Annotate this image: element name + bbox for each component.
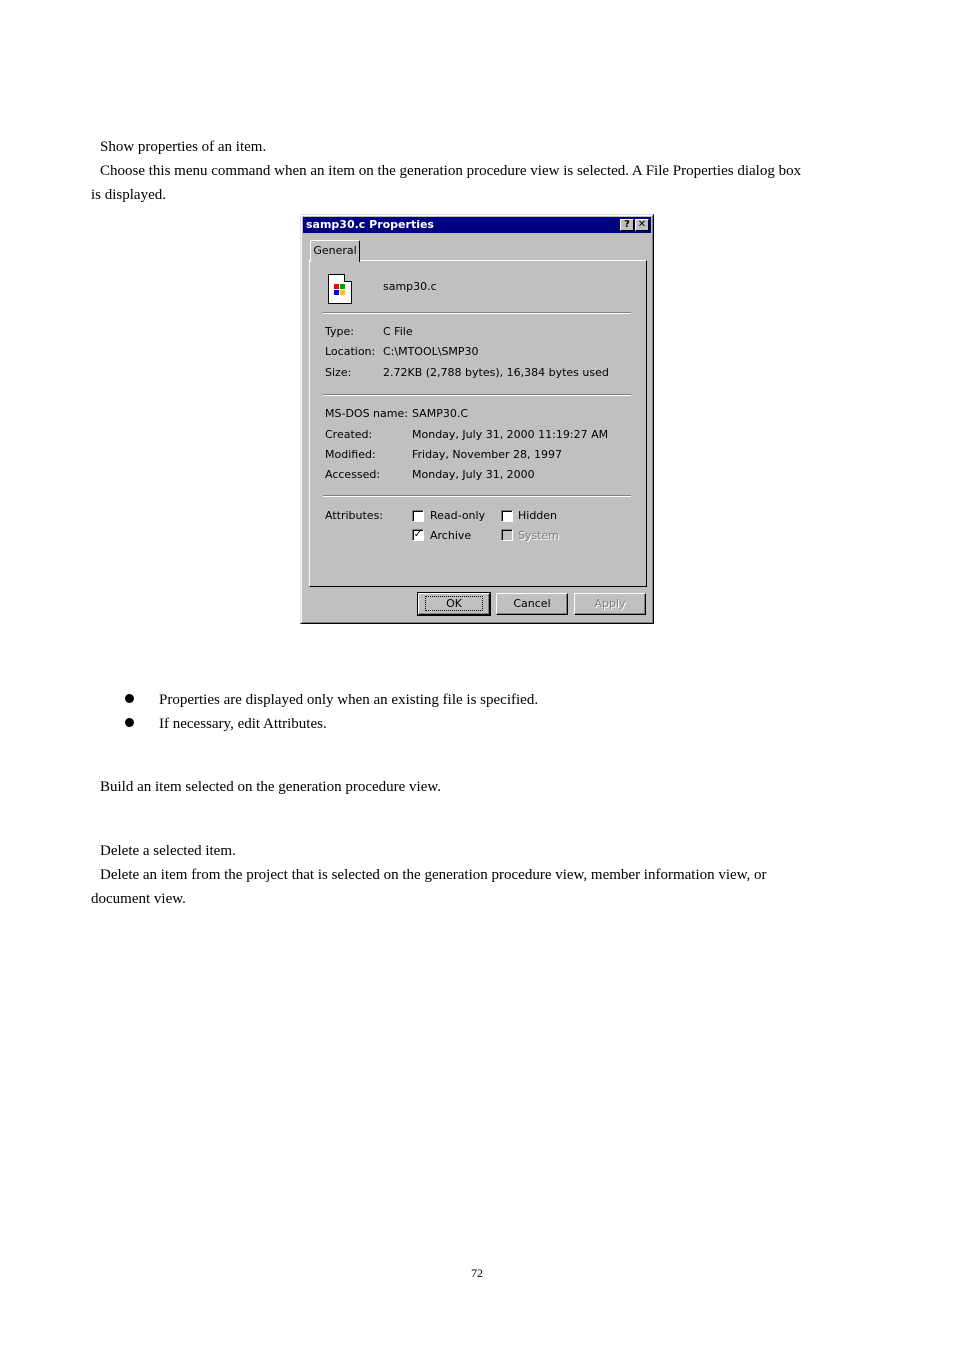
size-value: 2.72KB (2,788 bytes), 16,384 bytes used: [383, 366, 609, 379]
system-label: System: [518, 529, 560, 542]
msdos-value: SAMP30.C: [412, 407, 469, 420]
location-value: C:\MTOOL\SMP30: [383, 345, 479, 358]
delete-description-cont: document view.: [91, 891, 186, 907]
delete-line: Delete a selected item.: [100, 843, 236, 859]
ok-button[interactable]: [418, 593, 490, 615]
msdos-label: MS-DOS name:: [325, 407, 408, 420]
archive-label[interactable]: Archive: [430, 529, 472, 542]
created-value: Monday, July 31, 2000 11:19:27 AM: [412, 428, 609, 441]
location-label: Location:: [325, 345, 376, 358]
bullet-icon: [125, 694, 134, 703]
description-line-cont: is displayed.: [91, 187, 166, 203]
delete-description: Delete an item from the project that is selected on the generation procedure view, member information view, or: [100, 867, 767, 883]
type-label: Type:: [325, 325, 354, 338]
hidden-label[interactable]: Hidden: [518, 509, 558, 522]
archive-checkbox[interactable]: ✓: [413, 529, 423, 540]
page-number: 72: [471, 1266, 483, 1280]
modified-label: Modified:: [325, 448, 376, 461]
bullet-item: If necessary, edit Attributes.: [159, 716, 327, 732]
created-label: Created:: [325, 428, 373, 441]
intro-line: Show properties of an item.: [100, 139, 267, 155]
bullet-icon: [125, 718, 134, 727]
tab-general[interactable]: General: [310, 240, 360, 262]
size-label: Size:: [325, 366, 352, 379]
close-button[interactable]: ✕: [635, 219, 649, 231]
readonly-checkbox[interactable]: [412, 510, 424, 522]
general-panel: [309, 260, 647, 587]
system-checkbox: [501, 529, 513, 541]
cancel-button[interactable]: Cancel: [496, 593, 568, 615]
accessed-value: Monday, July 31, 2000: [412, 468, 535, 481]
help-button[interactable]: ?: [620, 219, 634, 231]
attributes-label: Attributes:: [325, 509, 384, 522]
hidden-checkbox[interactable]: [501, 510, 513, 522]
apply-button: Apply: [574, 593, 646, 615]
c-file-icon: [328, 274, 352, 304]
build-line: Build an item selected on the generation procedure view.: [100, 779, 441, 795]
description-line: Choose this menu command when an item on the generation procedure view is selected. A File Properties dialog box: [100, 163, 802, 179]
properties-dialog: [300, 214, 654, 624]
ok-label: OK: [425, 596, 483, 611]
file-name: samp30.c: [383, 280, 437, 293]
dialog-title: samp30.c Properties: [306, 218, 434, 231]
modified-value: Friday, November 28, 1997: [412, 448, 563, 461]
dialog-titlebar[interactable]: [303, 217, 651, 233]
readonly-label[interactable]: Read-only: [430, 509, 486, 522]
bullet-item: Properties are displayed only when an existing file is specified.: [159, 692, 539, 708]
type-value: C File: [383, 325, 413, 338]
accessed-label: Accessed:: [325, 468, 381, 481]
